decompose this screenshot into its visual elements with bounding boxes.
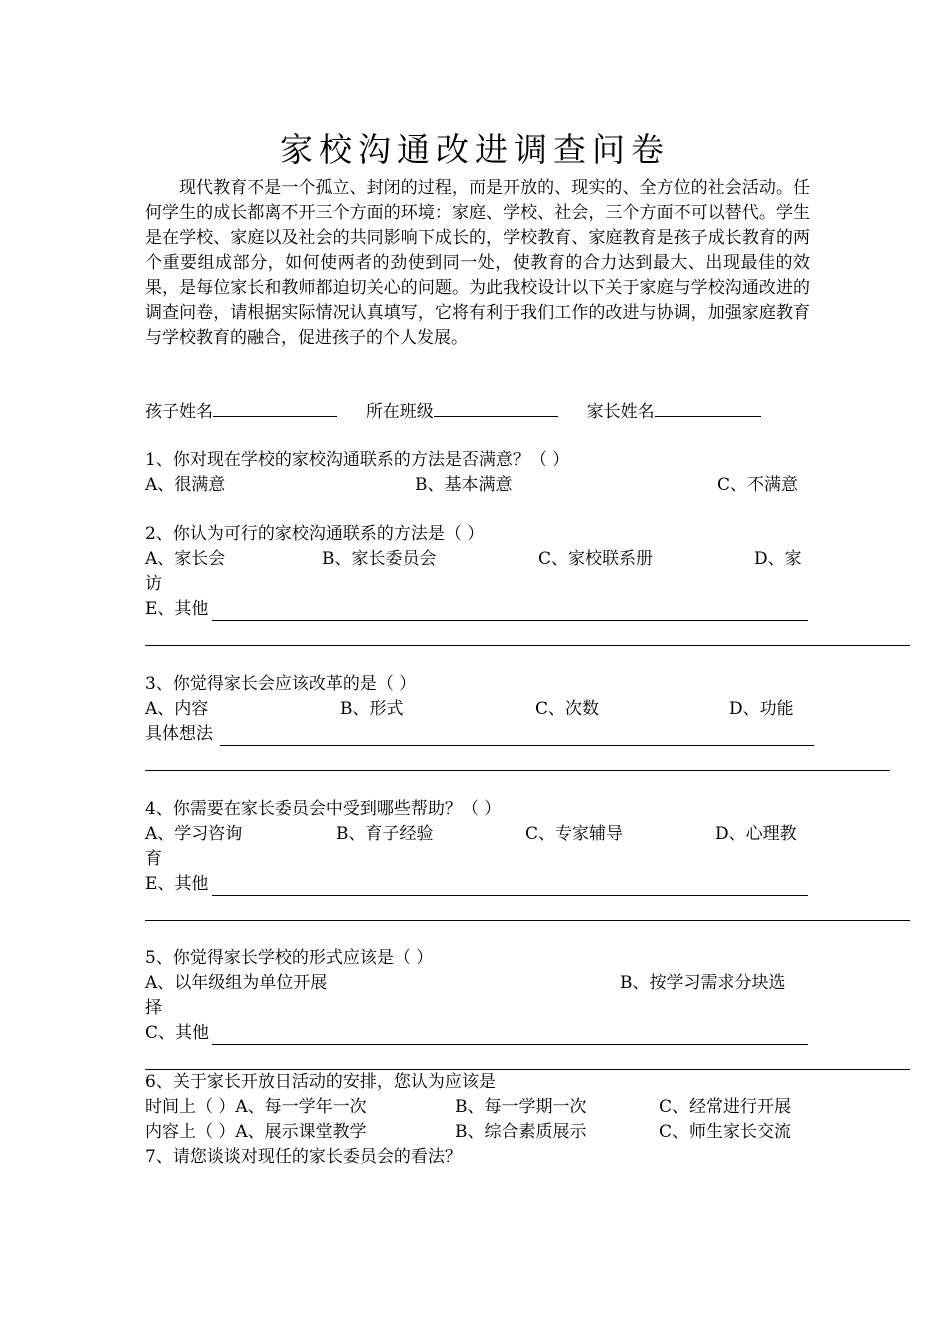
q3-idea-label: 具体想法 <box>145 724 213 744</box>
question-5 <box>145 946 810 1046</box>
q2-option-e[interactable]: E、其他 <box>145 599 209 619</box>
question-1 <box>145 448 810 498</box>
q6-content-option-c[interactable]: C、师生家长交流 <box>659 1122 792 1142</box>
q6-time-option-c[interactable]: C、经常进行开展 <box>659 1097 792 1117</box>
q4-option-c[interactable]: C、专家辅导 <box>525 824 624 844</box>
question-4 <box>145 797 810 897</box>
question-6 <box>145 1070 810 1170</box>
q4-option-b[interactable]: B、育子经验 <box>336 824 434 844</box>
q3-option-a[interactable]: A、内容 <box>145 699 209 719</box>
q3-extra-line[interactable] <box>145 770 890 771</box>
q4-option-d[interactable]: D、心理教 <box>715 824 797 844</box>
q4-option-d-wrap: 育 <box>145 849 162 869</box>
parent-name-field[interactable] <box>655 398 761 417</box>
q5-other-field[interactable] <box>212 1044 808 1045</box>
q5-option-b[interactable]: B、按学习需求分块选 <box>620 973 786 993</box>
q4-extra-line[interactable] <box>145 920 910 921</box>
q3-option-c[interactable]: C、次数 <box>535 699 600 719</box>
class-label: 所在班级 <box>365 402 434 422</box>
q5-option-b-wrap: 择 <box>145 998 162 1018</box>
child-name-label: 孩子姓名 <box>145 402 213 422</box>
question-2-text: 2、你认为可行的家校沟通联系的方法是（ ） <box>145 524 485 544</box>
question-5-text: 5、你觉得家长学校的形式应该是（ ） <box>145 948 434 968</box>
q1-option-a[interactable]: A、很满意 <box>145 475 226 495</box>
intro-paragraph: 现代教育不是一个孤立、封闭的过程，而是开放的、现实的、全方位的社会活动。任何学生的成长都离不开三个方面的环境：家庭、学校、社会，三个方面不可以替代。学生是在学校、家庭以及社会的共同影响下成长的，学校教育、家庭教育是孩子成长教育的两个重要组成部分，如何使两者的劲使到同一处，使教育的合力达到最大、出现最佳的效果，是每位家长和教师都迫切关心的问题。为此我校设计以下关于家庭与学校沟通改进的调查问卷，请根据实际情况认真填写，它将有利于我们工作的改进与协调，加强家庭教育与学校教育的融合，促进孩子的个人发展。 <box>145 178 810 348</box>
q5-option-c[interactable]: C、其他 <box>145 1023 210 1043</box>
q3-option-d[interactable]: D、功能 <box>729 699 794 719</box>
q1-option-b[interactable]: B、基本满意 <box>415 475 513 495</box>
q6-time-option-b[interactable]: B、每一学期一次 <box>455 1097 587 1117</box>
q5-option-a[interactable]: A、以年级组为单位开展 <box>145 973 328 993</box>
q2-option-d-wrap: 访 <box>145 574 162 594</box>
q2-option-d[interactable]: D、家 <box>754 549 802 569</box>
child-name-field[interactable] <box>213 398 337 417</box>
q4-option-a[interactable]: A、学习咨询 <box>145 824 243 844</box>
q6-time-option-a[interactable]: 时间上（ ）A、每一学年一次 <box>145 1097 367 1117</box>
class-field[interactable] <box>434 398 558 417</box>
question-6-text: 6、关于家长开放日活动的安排，您认为应该是 <box>145 1072 496 1092</box>
q3-option-b[interactable]: B、形式 <box>340 699 404 719</box>
question-7-text: 7、请您谈谈对现任的家长委员会的看法？ <box>145 1147 462 1167</box>
question-3 <box>145 672 810 747</box>
question-1-text: 1、你对现在学校的家校沟通联系的方法是否满意？（ ） <box>145 450 570 470</box>
q4-option-e[interactable]: E、其他 <box>145 874 209 894</box>
q2-extra-line[interactable] <box>145 645 910 646</box>
q6-content-option-a[interactable]: 内容上（ ）A、展示课堂教学 <box>145 1122 367 1142</box>
parent-name-label: 家长姓名 <box>586 402 655 422</box>
question-2 <box>145 522 810 622</box>
page-title: 家校沟通改进调查问卷 <box>280 130 670 169</box>
q1-option-c[interactable]: C、不满意 <box>717 475 799 495</box>
q2-option-b[interactable]: B、家长委员会 <box>322 549 437 569</box>
q3-idea-field[interactable] <box>220 745 814 746</box>
q2-option-c[interactable]: C、家校联系册 <box>538 549 654 569</box>
info-row <box>145 398 810 425</box>
q4-other-field[interactable] <box>212 895 808 896</box>
q6-content-option-b[interactable]: B、综合素质展示 <box>455 1122 587 1142</box>
q2-other-field[interactable] <box>212 620 808 621</box>
question-3-text: 3、你觉得家长会应该改革的是（ ） <box>145 674 417 694</box>
q2-option-a[interactable]: A、家长会 <box>145 549 226 569</box>
question-4-text: 4、你需要在家长委员会中受到哪些帮助？（ ） <box>145 799 502 819</box>
